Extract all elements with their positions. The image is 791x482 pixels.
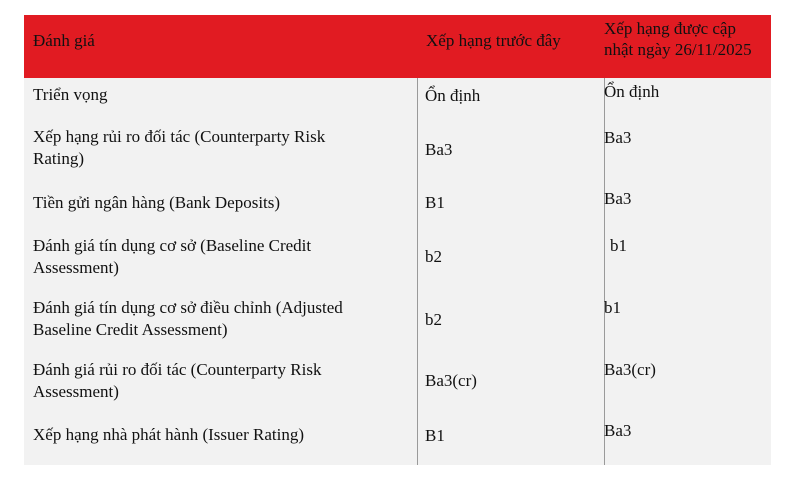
- table-row-criterion: Xếp hạng rủi ro đối tác (Counterparty Risk: [33, 127, 326, 146]
- ratings-table: [24, 15, 771, 465]
- table-row-previous: b2: [425, 310, 442, 329]
- table-row-previous: Ba3: [425, 140, 453, 159]
- table-row-criterion: Xếp hạng nhà phát hành (Issuer Rating): [33, 425, 304, 444]
- table-row-previous: B1: [425, 193, 445, 212]
- table-row-previous: B1: [425, 426, 445, 445]
- table-row-previous: Ba3(cr): [425, 371, 477, 390]
- header-updated-rating-line2: nhật ngày 26/11/2025: [604, 40, 752, 59]
- table-row-updated: b1: [604, 298, 621, 317]
- table-row-previous: b2: [425, 247, 442, 266]
- table-row-updated: Ba3: [604, 128, 632, 147]
- table-header: [24, 15, 771, 78]
- table-row-criterion: Tiền gửi ngân hàng (Bank Deposits): [33, 193, 281, 212]
- table-row-criterion: Triển vọng: [33, 85, 108, 104]
- table-row-criterion-cont: Assessment): [33, 382, 119, 401]
- table-row-criterion: Đánh giá tín dụng cơ sở (Baseline Credit: [33, 236, 312, 255]
- table-row-previous: Ổn định: [425, 86, 481, 105]
- header-previous-rating: Xếp hạng trước đây: [426, 31, 561, 50]
- column-divider: [417, 78, 418, 465]
- table-row-updated: Ba3(cr): [604, 360, 656, 379]
- table-row-criterion-cont: Assessment): [33, 258, 119, 277]
- table-row-criterion: Đánh giá tín dụng cơ sở điều chỉnh (Adjusted: [33, 298, 343, 317]
- table-row-criterion: Đánh giá rủi ro đối tác (Counterparty Risk: [33, 360, 322, 379]
- table-row-criterion-cont: Baseline Credit Assessment): [33, 320, 228, 339]
- table-row-updated: Ba3: [604, 189, 632, 208]
- table-row-updated: b1: [610, 236, 627, 255]
- header-updated-rating-line1: Xếp hạng được cập: [604, 19, 736, 38]
- header-criterion: Đánh giá: [33, 31, 95, 50]
- table-row-updated: Ổn định: [604, 82, 660, 101]
- table-row-criterion-cont: Rating): [33, 149, 84, 168]
- table-row-updated: Ba3: [604, 421, 632, 440]
